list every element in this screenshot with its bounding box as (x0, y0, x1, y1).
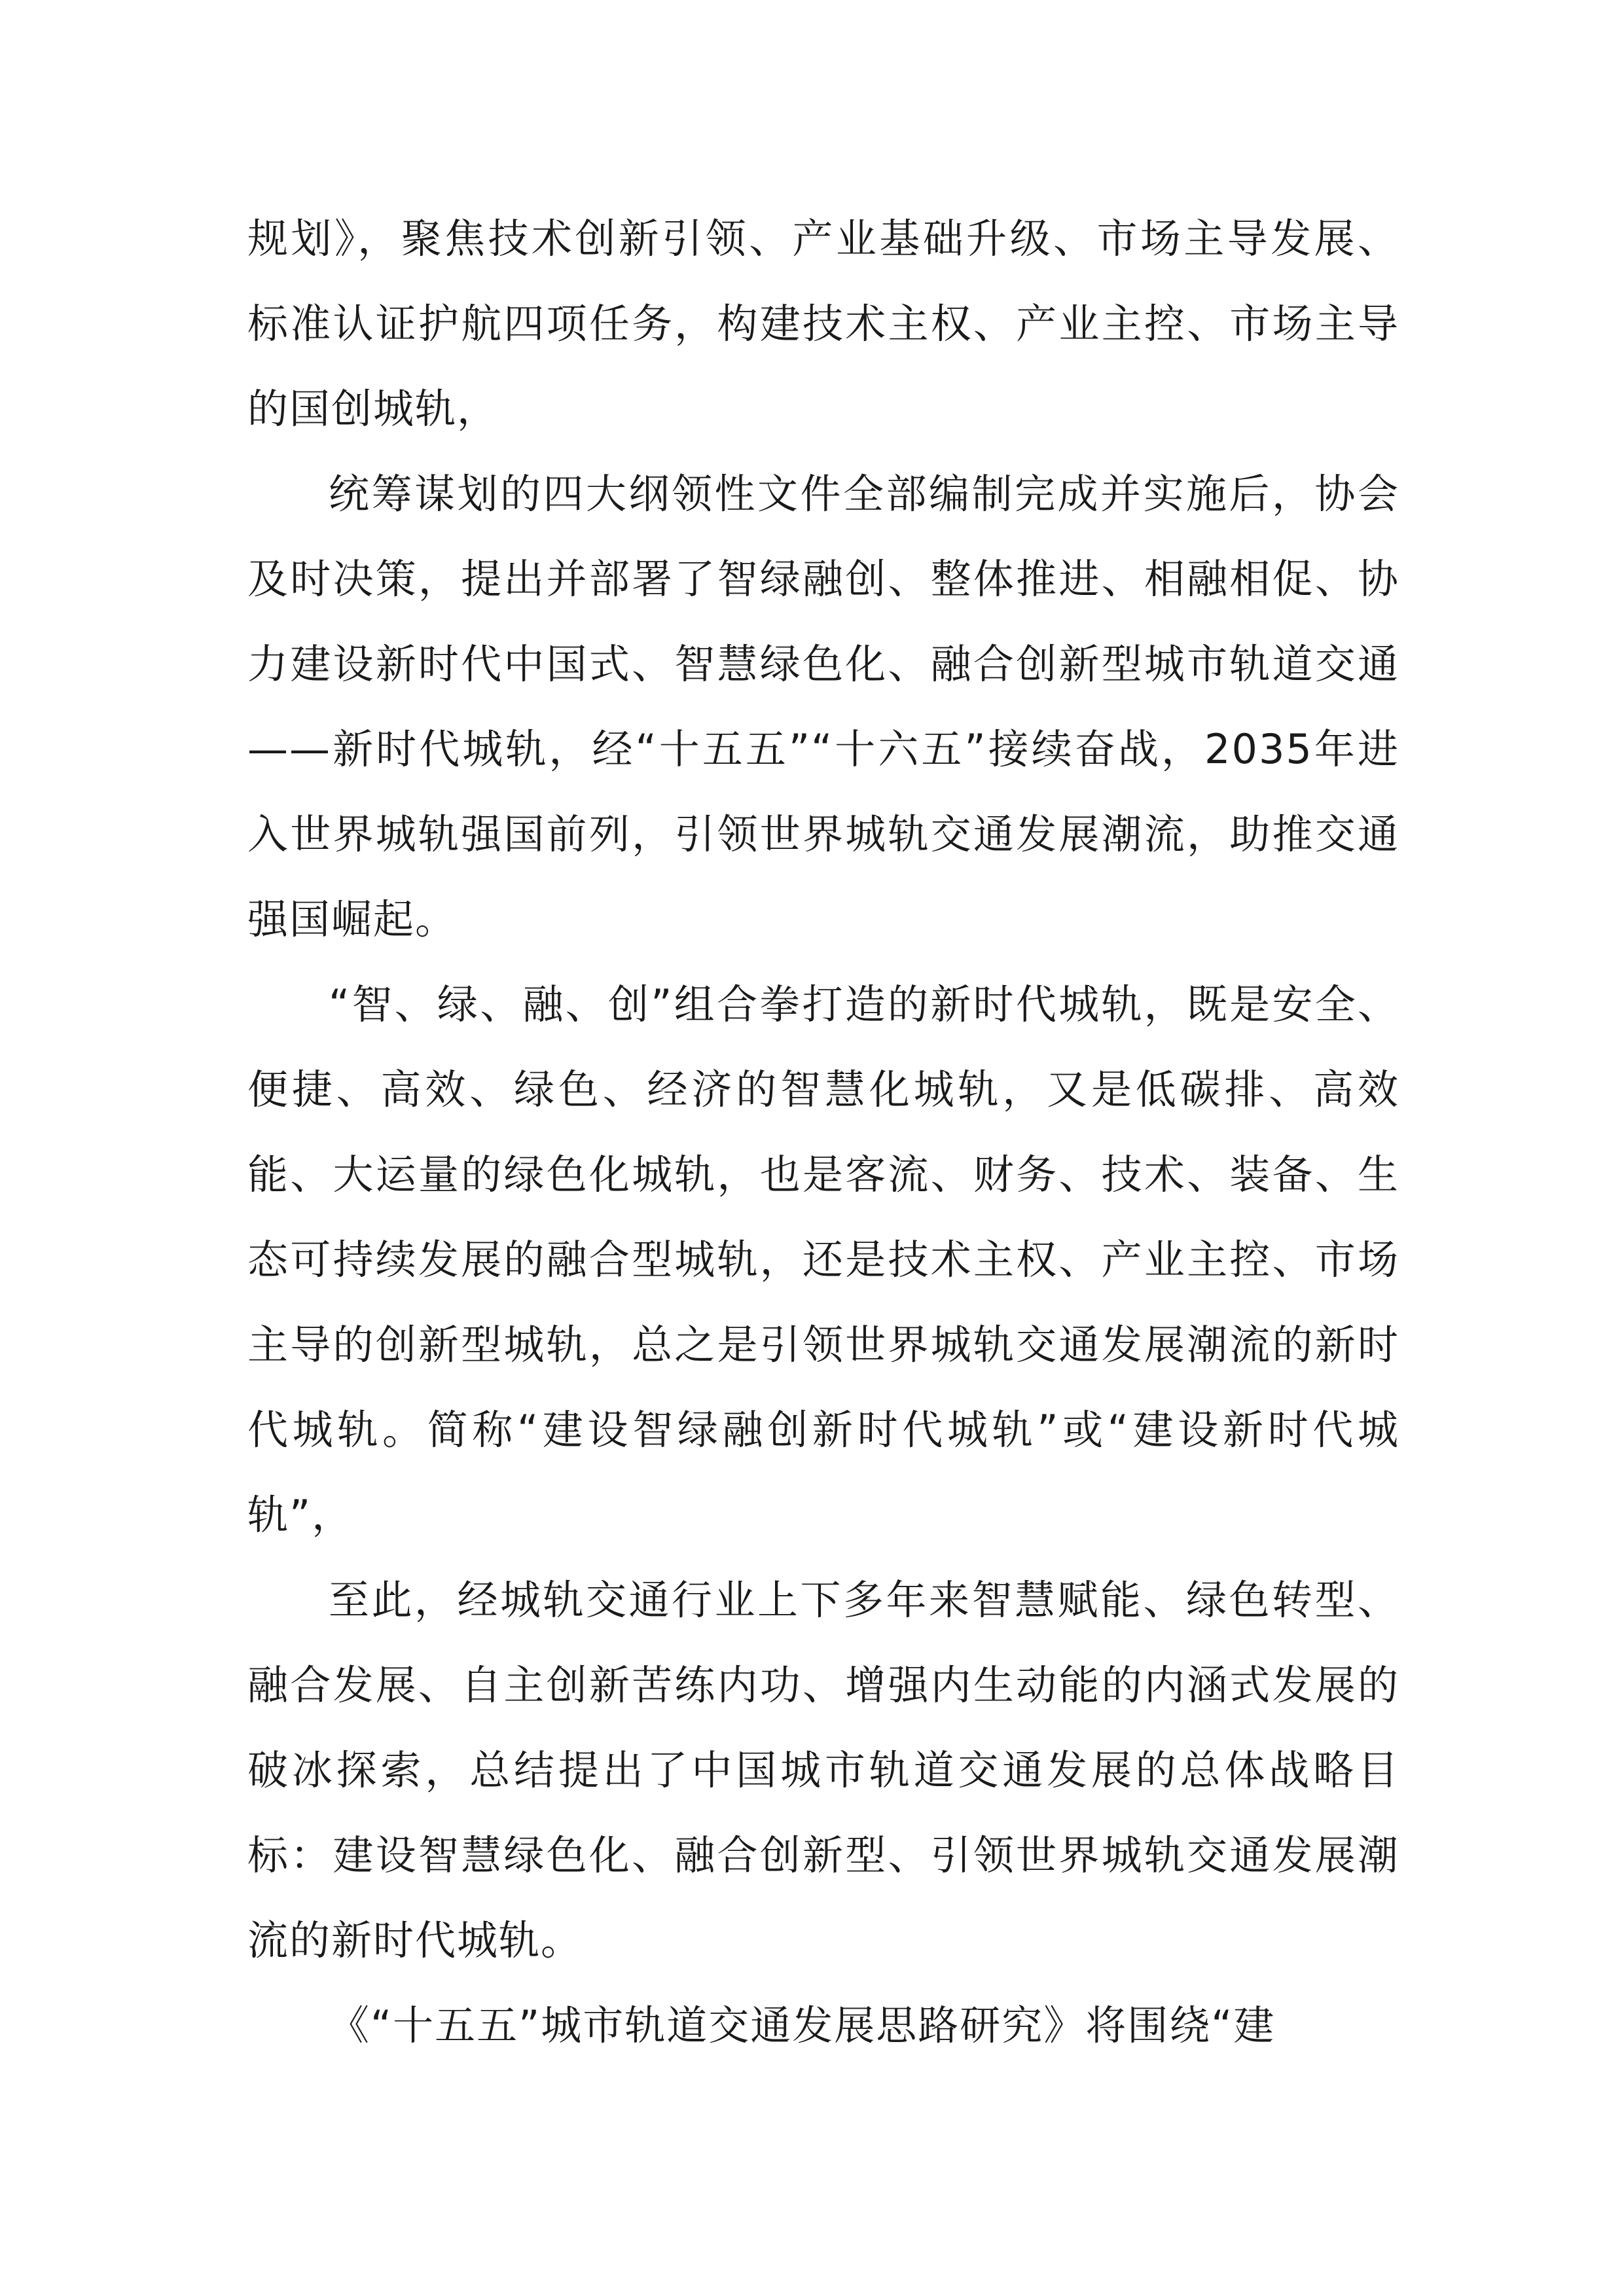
paragraph-3: “智、绿、融、创”组合拳打造的新时代城轨，既是安全、便捷、高效、绿色、经济的智慧化城轨，又是低碳排、高效能、大运量的绿色化城轨，也是客流、财务、技术、装备、生态可持续发展的融合型城轨，还是技术主权、产业主控、市场主导的创新型城轨，总之是引领世界城轨交通发展潮流的新时代城轨。简称“建设智绿融创新时代城轨”或“建设新时代城轨”， (247, 980, 1399, 1539)
paragraph-5: 《“十五五”城市轨道交通发展思路研究》将围绕“建 (329, 2001, 1276, 2049)
paragraph-1: 规划》，聚焦技术创新引领、产业基础升级、市场主导发展、标准认证护航四项任务，构建技术主权、产业主控、市场主导的国创城轨， (247, 215, 1399, 433)
paragraph-4: 至此，经城轨交通行业上下多年来智慧赋能、绿色转型、融合发展、自主创新苦练内功、增强内生动能的内涵式发展的破冰探索，总结提出了中国城市轨道交通发展的总体战略目标：建设智慧绿色化、融合创新型、引领世界城轨交通发展潮流的新时代城轨。 (247, 1576, 1399, 1964)
paragraph-2: 统筹谋划的四大纲领性文件全部编制完成并实施后，协会及时决策，提出并部署了智绿融创、整体推进、相融相促、协力建设新时代中国式、智慧绿色化、融合创新型城市轨道交通——新时代城轨，经“十五五”“十六五”接续奋战，2035年进入世界城轨强国前列，引领世界城轨交通发展潮流，助推交通强国崛起。 (247, 470, 1399, 943)
body-text (247, 196, 1399, 2068)
